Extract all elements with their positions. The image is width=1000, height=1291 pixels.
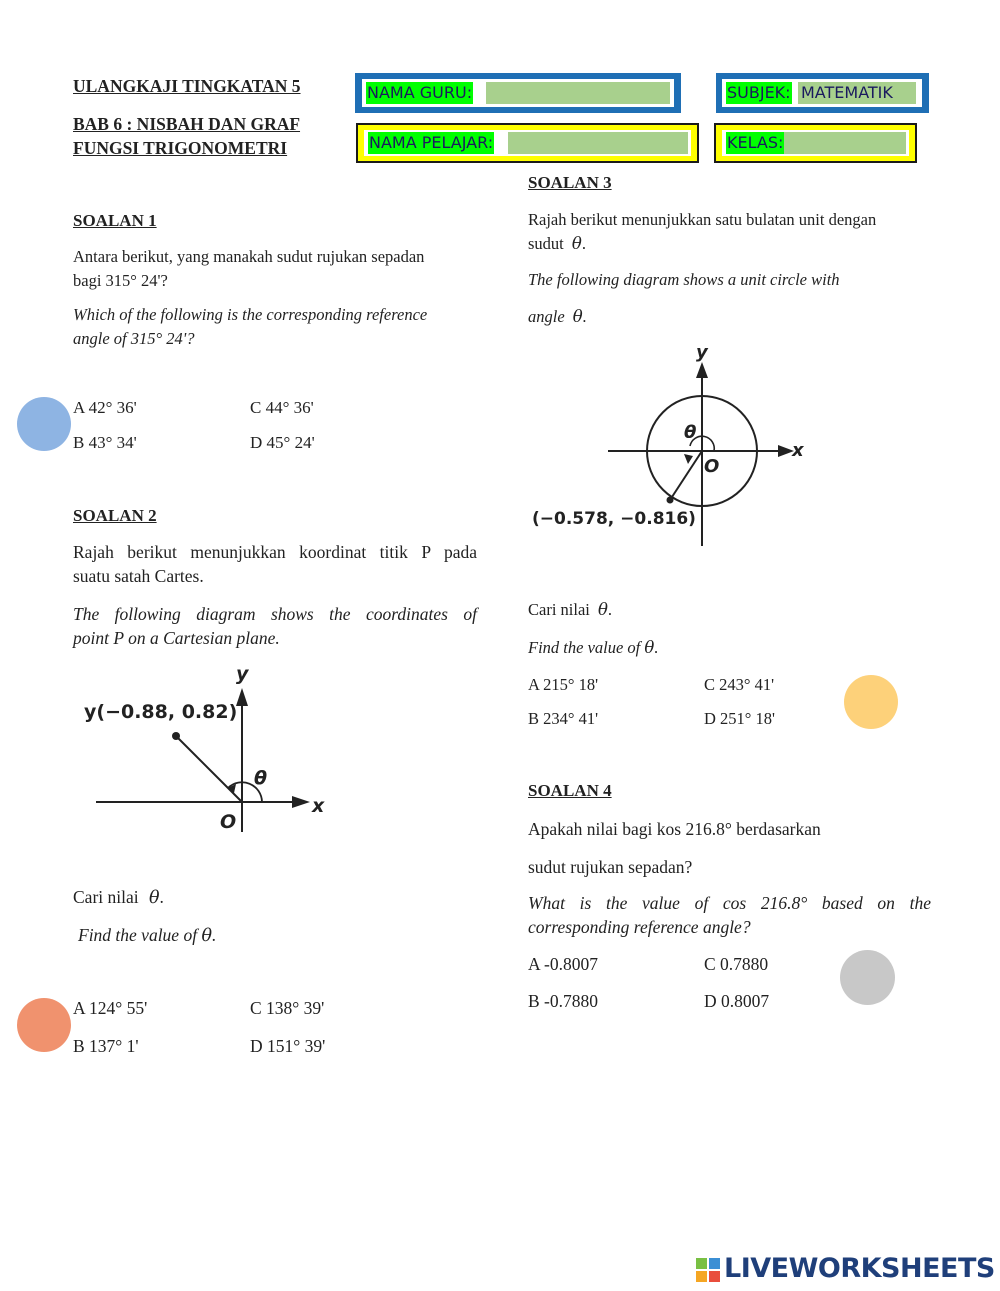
q3-heading: SOALAN 3 <box>528 173 612 192</box>
q3-angle-label: θ <box>684 422 697 443</box>
liveworksheets-brand[interactable]: LIVEWORKSHEETS <box>724 1253 995 1284</box>
q2-theta-symbol: θ <box>148 888 160 908</box>
q3-malay-line-2-wrap: sudut θ. <box>528 234 586 253</box>
q4-option-d[interactable]: D 0.8007 <box>704 991 770 1011</box>
q2-axis-x-label: x <box>312 795 325 817</box>
q1-heading: SOALAN 1 <box>73 211 157 230</box>
q2-option-b[interactable]: B 137° 1' <box>73 1036 139 1056</box>
q4-option-b[interactable]: B -0.7880 <box>528 991 598 1011</box>
subject-label: SUBJEK: <box>727 83 791 102</box>
q2-english-line-2: point P on a Cartesian plane. <box>73 628 280 648</box>
q1-english-text <box>73 303 483 351</box>
q3-theta-find-en: θ <box>644 638 655 657</box>
title-line-2: BAB 6 : NISBAH DAN GRAF <box>73 114 301 134</box>
worksheet-title <box>73 74 301 98</box>
q3-angle-arrow <box>684 454 693 464</box>
q2-english-line-1: The following diagram shows the coordinates of <box>73 604 477 624</box>
q2-point-p <box>172 732 180 740</box>
q4-heading: SOALAN 4 <box>528 781 612 800</box>
q2-option-a[interactable]: A 124° 55' <box>73 998 148 1018</box>
q3-english-line-1: The following diagram shows a unit circle with <box>528 270 840 289</box>
q2-point-label: y(−0.88, 0.82) <box>84 701 238 723</box>
q3-find-malay: Cari nilai θ. <box>528 600 613 619</box>
q4-option-a[interactable]: A -0.8007 <box>528 954 598 974</box>
q3-theta-find: θ <box>597 600 608 619</box>
q1-option-d[interactable]: D 45° 24' <box>250 433 315 452</box>
chapter-title <box>73 112 300 160</box>
student-name-label: NAMA PELAJAR: <box>369 133 494 152</box>
student-name-field[interactable] <box>508 132 688 154</box>
q3-find-english-text: Find the value of <box>528 638 641 657</box>
q2-malay-line-2: suatu satah Cartes. <box>73 566 204 586</box>
q2-english-text <box>73 602 477 650</box>
q1-malay-text <box>73 245 483 293</box>
q2-find-english: Find the value of θ. <box>78 925 217 946</box>
q3-axis-y-label: y <box>696 342 708 363</box>
q3-point <box>667 497 674 504</box>
q1-malay-line-1: Antara berikut, yang manakah sudut rujukan sepadan <box>73 247 425 266</box>
q1-option-c[interactable]: C 44° 36' <box>250 398 314 417</box>
class-label: KELAS: <box>727 133 784 152</box>
q3-option-d[interactable]: D 251° 18' <box>704 709 775 728</box>
q3-find-english: Find the value of θ. <box>528 638 659 657</box>
title-line-3: FUNGSI TRIGONOMETRI <box>73 138 288 158</box>
q2-ray <box>176 736 242 802</box>
subject-value: MATEMATIK <box>801 83 893 102</box>
q3-theta-symbol-en: θ <box>572 307 583 326</box>
q2-find-malay-text: Cari nilai <box>73 887 139 907</box>
teacher-name-field[interactable] <box>486 82 670 104</box>
q2-option-c[interactable]: C 138° 39' <box>250 998 325 1018</box>
q4-english-line-2: corresponding reference angle? <box>528 917 751 937</box>
q2-find-english-text: Find the value of <box>78 925 198 945</box>
q1-malay-line-2: bagi 315° 24'? <box>73 271 168 290</box>
q1-option-a[interactable]: A 42° 36' <box>73 398 137 417</box>
q1-option-b[interactable]: B 43° 34' <box>73 433 137 452</box>
q1-english-line-2: angle of 315° 24'? <box>73 329 195 348</box>
q3-origin-label: O <box>704 456 720 477</box>
q3-malay-text <box>528 208 938 256</box>
q4-english-text <box>528 891 931 939</box>
q4-malay-line-2: sudut rujukan sepadan? <box>528 857 693 877</box>
q3-english-line-2-wrap: angle θ. <box>528 307 587 326</box>
q2-heading: SOALAN 2 <box>73 506 157 525</box>
q3-find-malay-text: Cari nilai <box>528 600 590 619</box>
q4-malay-line-1: Apakah nilai bagi kos 216.8° berdasarkan <box>528 819 821 839</box>
teacher-name-label: NAMA GURU: <box>367 83 473 102</box>
q2-find-malay: Cari nilai θ. <box>73 887 164 908</box>
q3-option-a[interactable]: A 215° 18' <box>528 675 599 694</box>
q2-malay-line-1: Rajah berikut menunjukkan koordinat titik P pada <box>73 542 477 562</box>
q3-answer-drop-circle[interactable] <box>844 675 898 729</box>
q2-option-d[interactable]: D 151° 39' <box>250 1036 326 1056</box>
q2-origin-label: O <box>220 811 237 833</box>
q1-answer-drop-circle[interactable] <box>17 397 71 451</box>
q4-english-line-1: What is the value of cos 216.8° based on the <box>528 893 931 913</box>
q3-y-arrow <box>696 362 708 378</box>
q2-angle-label: θ <box>254 767 268 789</box>
title-line-1: ULANGKAJI TINGKATAN 5 <box>73 76 301 96</box>
q1-english-line-1: Which of the following is the corresponding reference <box>73 305 428 324</box>
q3-malay-line-1: Rajah berikut menunjukkan satu bulatan unit dengan <box>528 210 877 229</box>
class-field[interactable] <box>784 132 906 154</box>
q2-answer-drop-circle[interactable] <box>17 998 71 1052</box>
liveworksheets-logo-icon <box>696 1258 720 1284</box>
q3-malay-line-2: sudut <box>528 234 564 253</box>
q3-unit-circle-diagram <box>528 340 828 550</box>
q3-axis-x-label: x <box>792 440 804 461</box>
q2-theta-symbol-en: θ <box>201 926 212 946</box>
q3-point-label: (−0.578, −0.816) <box>532 509 696 529</box>
q2-cartesian-diagram <box>78 660 348 840</box>
q4-answer-drop-circle[interactable] <box>840 950 895 1005</box>
q2-x-arrow <box>292 796 310 808</box>
q2-y-arrow <box>236 688 248 706</box>
q3-theta-symbol: θ <box>571 234 582 253</box>
q3-option-c[interactable]: C 243° 41' <box>704 675 775 694</box>
q3-option-b[interactable]: B 234° 41' <box>528 709 599 728</box>
q2-axis-y-label: y <box>236 663 249 685</box>
q2-malay-text <box>73 540 477 588</box>
q4-option-c[interactable]: C 0.7880 <box>704 954 769 974</box>
q3-english-line-2: angle <box>528 307 565 326</box>
